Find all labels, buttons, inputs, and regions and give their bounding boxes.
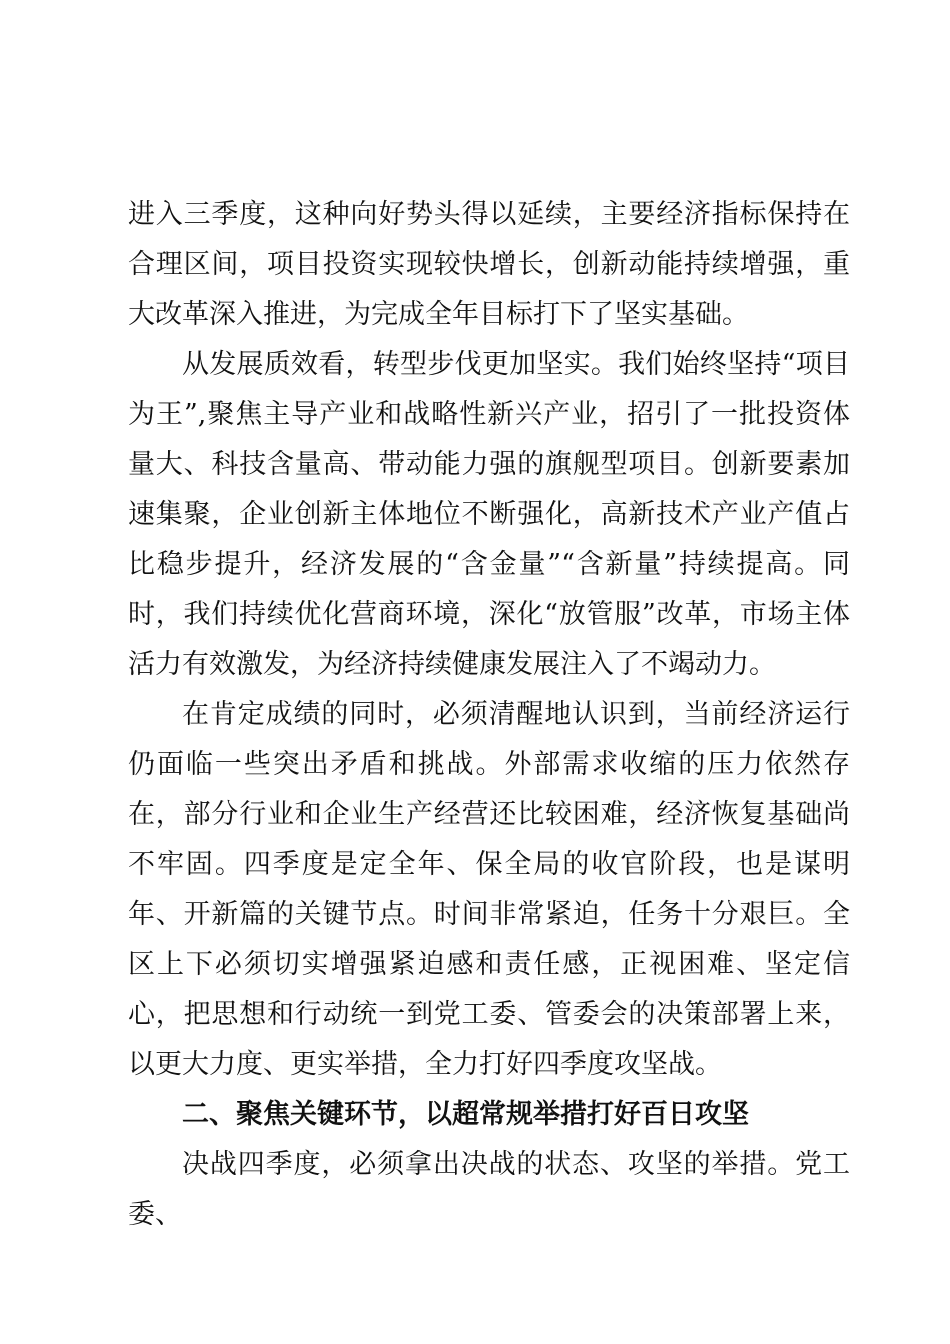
paragraph-development-quality: 从发展质效看，转型步伐更加坚实。我们始终坚持“项目为王”,聚焦主导产业和战略性新兴产业，招引了一批投资体量大、科技含量高、带动能力强的旗舰型项目。创新要素加速集聚，企业创新主体地位不断强化，高新技术产业产值占比稳步提升，经济发展的“含金量”“含新量”持续提高。同时，我们持续优化营商环境，深化“放管服”改革，市场主体活力有效激发，为经济持续健康发展注入了不竭动力。 [128, 349, 850, 680]
paragraph-continuation: 进入三季度，这种向好势头得以延续，主要经济指标保持在合理区间，项目投资实现较快增长，创新动能持续增强，重大改革深入推进，为完成全年目标打下了坚实基础。 [128, 199, 850, 330]
paragraph-challenges: 在肯定成绩的同时，必须清醒地认识到，当前经济运行仍面临一些突出矛盾和挑战。外部需求收缩的压力依然存在，部分行业和企业生产经营还比较困难，经济恢复基础尚不牢固。四季度是定全年、保全局的收官阶段，也是谋明年、开新篇的关键节点。时间非常紧迫，任务十分艰巨。全区上下必须切实增强紧迫感和责任感，正视困难、坚定信心，把思想和行动统一到党工委、管委会的决策部署上来，以更大力度、更实举措，全力打好四季度攻坚战。 [128, 699, 850, 1080]
document-body [128, 190, 850, 1240]
section-heading: 二、聚焦关键环节，以超常规举措打好百日攻坚 [182, 1099, 749, 1130]
paragraph-final: 决战四季度，必须拿出决战的状态、攻坚的举措。党工委、 [128, 1149, 850, 1230]
